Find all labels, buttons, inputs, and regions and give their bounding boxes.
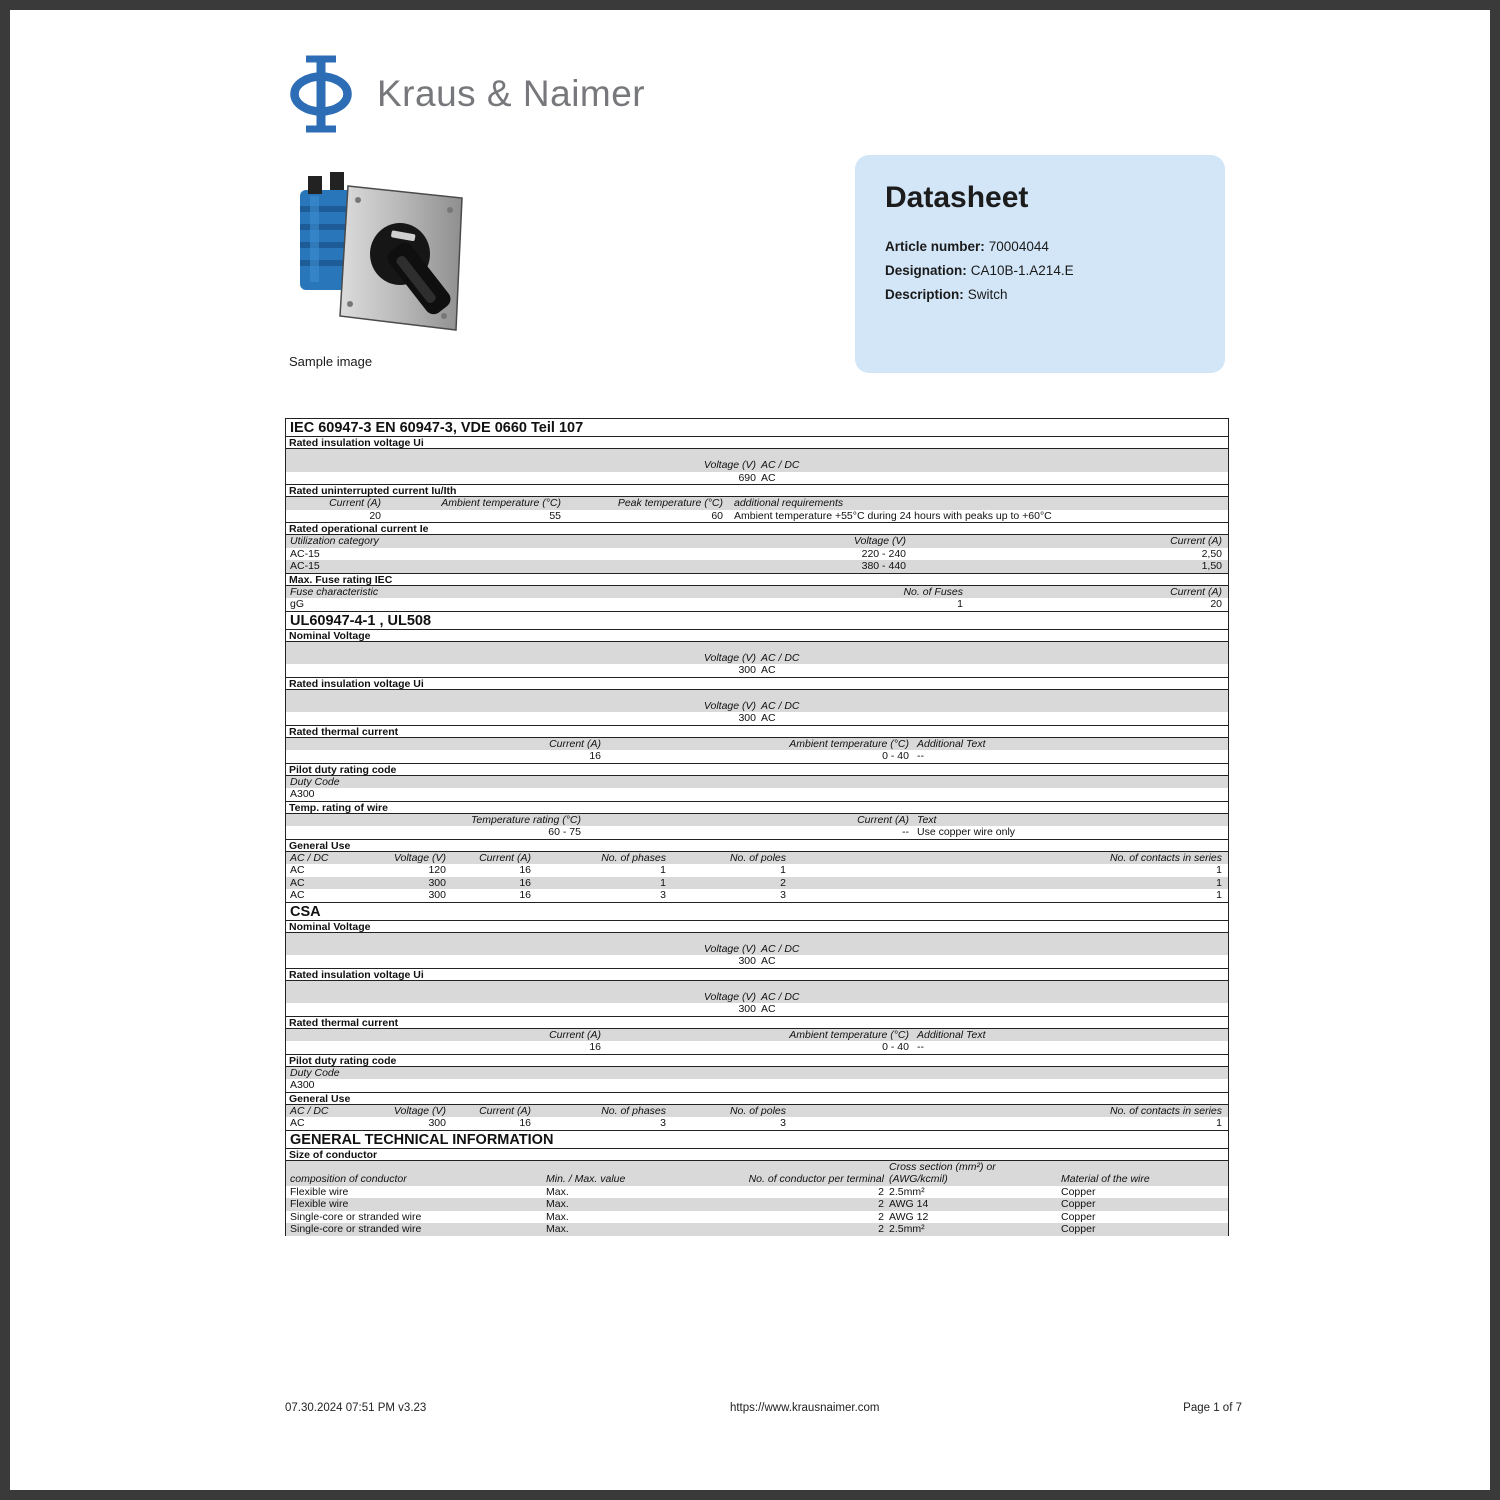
table-cell: Temperature rating (°C) [470, 813, 581, 826]
table-cell: Current (A) [329, 497, 381, 509]
table-row-values [286, 788, 1228, 801]
table-row-labels [286, 700, 1228, 713]
table-cell: 1 [1216, 876, 1222, 889]
table-cell: 16 [519, 1117, 531, 1129]
table-cell: composition of conductor [290, 1173, 407, 1185]
article-number-label: Article number: [885, 239, 985, 254]
table-cell: 300 [428, 889, 446, 901]
table-row-header: Rated operational current Ie [286, 522, 1228, 535]
table-cell: Single-core or stranded wire [290, 1223, 422, 1235]
footer-page-number: Page 1 of 7 [1183, 1402, 1242, 1414]
table-cell: Duty Code [290, 1066, 340, 1079]
table-row-values [286, 1198, 1228, 1211]
table-row-values [286, 1186, 1228, 1199]
table-row-section: CSA [286, 902, 1228, 921]
table-cell: 20 [369, 509, 381, 522]
table-row-labels [286, 1029, 1228, 1042]
table-cell: Copper [1061, 1185, 1096, 1198]
table-cell: Voltage (V) [393, 1104, 446, 1117]
table-cell: AC / DC [761, 459, 800, 471]
table-row-values [286, 664, 1228, 677]
table-row-values [286, 1041, 1228, 1054]
table-cell: 1 [660, 876, 666, 889]
table-cell: AWG 14 [889, 1198, 929, 1210]
table-cell: Ambient temperature (°C) [789, 1028, 909, 1041]
table-row-header: Rated thermal current [286, 1016, 1228, 1029]
table-cell: No. of phases [601, 851, 666, 864]
table-cell: 300 [738, 955, 756, 967]
table-cell: AC / DC [761, 942, 800, 955]
table-row-values [286, 598, 1228, 611]
table-cell: No. of contacts in series [1109, 851, 1222, 864]
table-row-section: GENERAL TECHNICAL INFORMATION [286, 1130, 1228, 1149]
table-cell: Flexible wire [290, 1198, 349, 1210]
table-cell: Additional Text [917, 1028, 986, 1041]
table-cell: Voltage (V) [703, 942, 756, 955]
table-cell: Voltage (V) [703, 651, 756, 664]
table-cell: Voltage (V) [703, 990, 756, 1003]
table-cell: 1 [1216, 889, 1222, 901]
table-row-labels [286, 814, 1228, 827]
table-cell: Single-core or stranded wire [290, 1210, 422, 1223]
table-row-values [286, 510, 1228, 523]
table-row-labels [286, 497, 1228, 510]
table-cell: Current (A) [549, 1028, 601, 1041]
table-cell: 20 [1210, 598, 1222, 610]
table-cell: Max. [546, 1210, 569, 1223]
table-cell: 300 [428, 876, 446, 889]
table-cell: AC [290, 1117, 305, 1129]
table-cell: Use copper wire only [917, 826, 1016, 838]
table-cell: additional requirements [734, 497, 844, 509]
datasheet-panel [855, 155, 1225, 373]
table-cell: A300 [290, 1079, 315, 1091]
table-cell: A300 [290, 788, 315, 800]
table-row-values [286, 864, 1228, 877]
table-cell: 2 [878, 1223, 884, 1235]
table-cell: 1 [660, 864, 666, 876]
table-row-blank [286, 642, 1228, 652]
table-cell: Additional Text [917, 737, 986, 750]
table-cell: 16 [519, 889, 531, 901]
table-cell: 3 [780, 889, 786, 901]
table-row-values [286, 472, 1228, 485]
table-cell: Current (A) [479, 851, 531, 864]
table-row-labels [286, 943, 1228, 956]
table-row-header: Pilot duty rating code [286, 1054, 1228, 1067]
table-row-header: Nominal Voltage [286, 629, 1228, 642]
table-cell: AC / DC [290, 851, 329, 864]
table-cell: 1 [1216, 864, 1222, 876]
table-row-values [286, 1117, 1228, 1130]
table-cell: No. of contacts in series [1109, 1104, 1222, 1117]
table-row-values [286, 560, 1228, 573]
table-cell: 300 [738, 712, 756, 724]
table-row-labels [286, 535, 1228, 548]
table-row-labels [286, 738, 1228, 751]
table-cell: Material of the wire [1061, 1173, 1150, 1185]
table-cell: Voltage (V) [393, 851, 446, 864]
table-cell: AWG 12 [889, 1210, 929, 1223]
spec-table [285, 418, 1229, 1236]
table-cell: gG [290, 598, 305, 610]
table-cell: (AWG/kcmil) [889, 1173, 948, 1185]
table-cell: AC [761, 955, 776, 967]
table-cell: Cross section (mm²) or [889, 1160, 996, 1173]
table-cell: 1 [957, 598, 963, 610]
table-cell: AC-15 [290, 547, 320, 560]
table-row-values [286, 750, 1228, 763]
table-row-blank [286, 449, 1228, 459]
table-row-labels [286, 586, 1228, 599]
description-value: Switch [967, 287, 1008, 302]
table-cell: 16 [589, 750, 601, 762]
table-cell: Ambient temperature +55°C during 24 hours with peaks up to +60°C [734, 509, 1052, 522]
table-row-labels [286, 459, 1228, 472]
designation-label: Designation: [885, 263, 967, 278]
product-image [282, 160, 482, 350]
table-cell: 1 [780, 864, 786, 876]
table-cell: AC / DC [290, 1104, 329, 1117]
table-cell: AC [761, 712, 776, 724]
table-cell: 60 [711, 509, 723, 522]
table-cell: Text [917, 813, 937, 826]
table-row-blank [286, 690, 1228, 700]
table-row-values [286, 1223, 1228, 1236]
table-cell: 120 [428, 864, 446, 876]
table-cell: No. of conductor per terminal [748, 1173, 884, 1185]
table-row-labels [286, 1067, 1228, 1080]
table-row-values [286, 889, 1228, 902]
table-row-values [286, 955, 1228, 968]
table-cell: 300 [738, 1003, 756, 1015]
table-row-labels [286, 1173, 1228, 1186]
table-cell: Fuse characteristic [290, 585, 379, 598]
table-row-blank [286, 981, 1228, 991]
table-row-header: Temp. rating of wire [286, 801, 1228, 814]
table-row-header: Nominal Voltage [286, 920, 1228, 933]
table-row-values [286, 1211, 1228, 1224]
table-cell: Voltage (V) [853, 535, 906, 547]
table-cell: AC / DC [761, 699, 800, 712]
table-cell: Flexible wire [290, 1185, 349, 1198]
table-cell: Min. / Max. value [546, 1173, 626, 1185]
table-cell: Current (A) [549, 737, 601, 750]
table-cell: Ambient temperature (°C) [441, 497, 561, 509]
table-cell: AC-15 [290, 560, 320, 572]
table-cell: Voltage (V) [703, 459, 756, 471]
table-cell: 3 [660, 889, 666, 901]
table-cell: AC [290, 889, 305, 901]
page-title: Datasheet [885, 181, 1029, 214]
brand-logo [285, 52, 645, 136]
table-row-labels [286, 1161, 1228, 1174]
table-row-section: IEC 60947-3 EN 60947-3, VDE 0660 Teil 107 [286, 418, 1228, 437]
table-cell: Ambient temperature (°C) [789, 737, 909, 750]
table-cell: Copper [1061, 1223, 1096, 1235]
table-cell: 60 - 75 [548, 826, 581, 838]
table-cell: 0 - 40 [882, 1041, 909, 1053]
table-cell: Max. [546, 1198, 569, 1210]
table-row-header: Rated thermal current [286, 725, 1228, 738]
table-cell: Max. [546, 1185, 569, 1198]
table-cell: AC [761, 664, 776, 676]
table-row-labels [286, 1105, 1228, 1118]
table-cell: 16 [519, 876, 531, 889]
footer-url: https://www.krausnaimer.com [729, 1402, 880, 1414]
description-line [885, 285, 1195, 304]
brand-name: Kraus & Naimer [377, 73, 646, 114]
table-cell: -- [902, 826, 909, 838]
table-row-values [286, 712, 1228, 725]
designation-value: CA10B-1.A214.E [970, 263, 1074, 278]
brand-logo-icon [285, 52, 357, 136]
table-cell: -- [917, 1041, 924, 1053]
table-cell: 16 [589, 1041, 601, 1053]
description-label: Description: [885, 287, 964, 302]
table-cell: 2.5mm² [889, 1185, 925, 1198]
table-row-header: Max. Fuse rating IEC [286, 573, 1228, 586]
table-row-values [286, 1079, 1228, 1092]
table-row-labels [286, 652, 1228, 665]
table-row-values [286, 1003, 1228, 1016]
table-row-section: UL60947-4-1 , UL508 [286, 611, 1228, 630]
table-cell: Duty Code [290, 775, 340, 788]
table-cell: No. of phases [601, 1104, 666, 1117]
table-cell: AC [290, 864, 305, 876]
table-row-header: General Use [286, 839, 1228, 852]
table-cell: No. of Fuses [903, 585, 963, 598]
table-cell: AC [290, 876, 305, 889]
table-cell: 220 - 240 [861, 547, 906, 560]
table-cell: Current (A) [1170, 535, 1222, 547]
table-cell: 2.5mm² [889, 1223, 925, 1235]
table-cell: 55 [549, 509, 561, 522]
table-row-header: Rated insulation voltage Ui [286, 677, 1228, 690]
table-cell: 690 [738, 471, 756, 484]
table-cell: Utilization category [290, 535, 379, 547]
table-row-values [286, 826, 1228, 839]
table-cell: AC / DC [761, 990, 800, 1003]
table-cell: 300 [738, 664, 756, 676]
table-row-labels [286, 852, 1228, 865]
table-cell: 380 - 440 [861, 560, 906, 572]
table-row-values [286, 548, 1228, 561]
table-cell: Copper [1061, 1210, 1096, 1223]
table-cell: Max. [546, 1223, 569, 1235]
table-cell: AC [761, 471, 776, 484]
table-cell: 2 [878, 1210, 884, 1223]
table-cell: -- [917, 750, 924, 762]
table-cell: No. of poles [729, 1104, 786, 1117]
table-cell: Current (A) [1170, 585, 1222, 598]
table-cell: Voltage (V) [703, 699, 756, 712]
table-cell: AC [761, 1003, 776, 1015]
table-cell: 2,50 [1201, 547, 1222, 560]
table-cell: 1 [1216, 1117, 1222, 1129]
article-number-value: 70004044 [988, 239, 1049, 254]
table-cell: 1,50 [1201, 560, 1222, 572]
table-cell: Peak temperature (°C) [617, 497, 723, 509]
datasheet-page [10, 10, 1490, 1490]
footer-timestamp: 07.30.2024 07:51 PM v3.23 [285, 1402, 427, 1414]
table-cell: 3 [780, 1117, 786, 1129]
article-number-line [885, 237, 1195, 256]
table-cell: AC / DC [761, 651, 800, 664]
table-row-blank [286, 933, 1228, 943]
sample-image-caption: Sample image [289, 354, 373, 369]
table-cell: 2 [878, 1185, 884, 1198]
table-cell: 0 - 40 [882, 750, 909, 762]
table-cell: 300 [428, 1117, 446, 1129]
table-cell: 2 [878, 1198, 884, 1210]
table-row-header: Size of conductor [286, 1148, 1228, 1161]
table-row-labels [286, 991, 1228, 1004]
table-cell: 16 [519, 864, 531, 876]
table-row-header: Rated uninterrupted current Iu/Ith [286, 484, 1228, 497]
table-row-labels [286, 776, 1228, 789]
page-footer [285, 1402, 1242, 1414]
table-row-header: General Use [286, 1092, 1228, 1105]
table-cell: No. of poles [729, 851, 786, 864]
table-row-header: Pilot duty rating code [286, 763, 1228, 776]
designation-line [885, 261, 1195, 280]
table-cell: 3 [660, 1117, 666, 1129]
table-cell: Copper [1061, 1198, 1096, 1210]
table-row-values [286, 877, 1228, 890]
table-row-header: Rated insulation voltage Ui [286, 968, 1228, 981]
table-cell: 2 [780, 876, 786, 889]
table-cell: Current (A) [479, 1104, 531, 1117]
table-row-header: Rated insulation voltage Ui [286, 436, 1228, 449]
table-cell: Current (A) [857, 813, 909, 826]
